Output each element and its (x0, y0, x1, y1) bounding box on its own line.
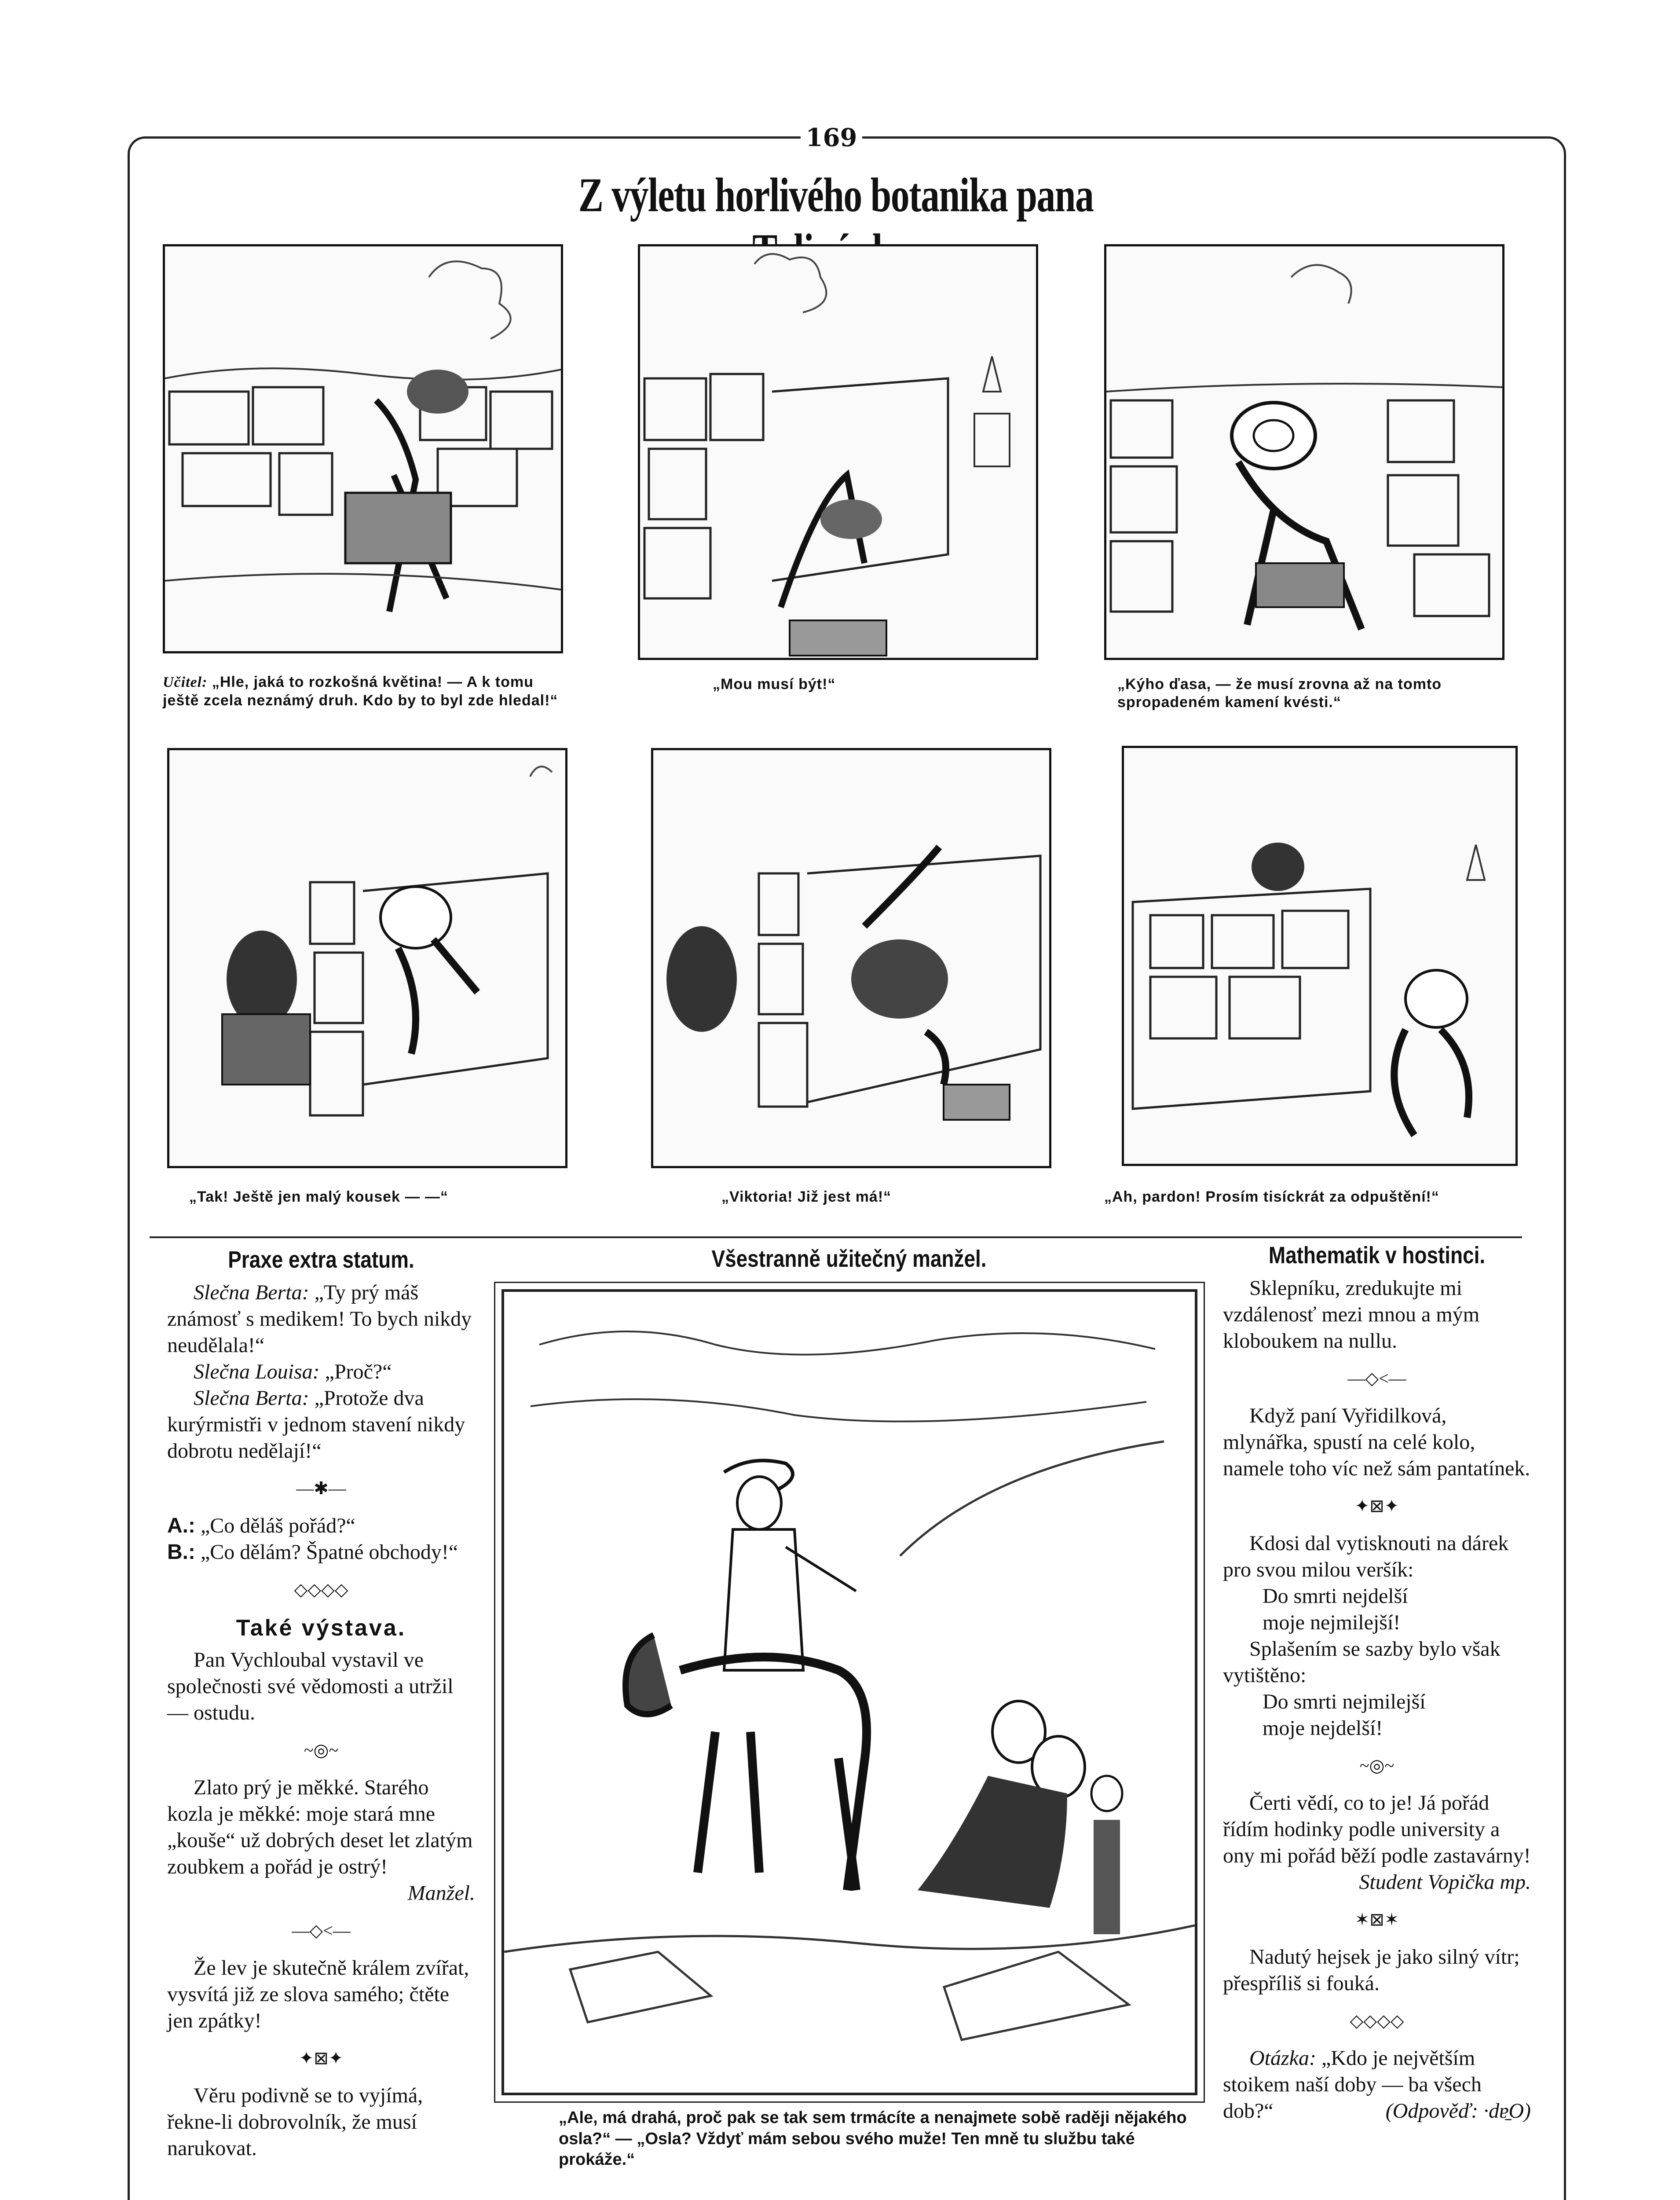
right-p4: Splašením se sazby bylo však vytištěno: (1223, 1637, 1501, 1687)
question-answer: (Odpověď: ·dɐ̱O) (1385, 2099, 1531, 2123)
center-heading: Všestranně užitečný manžel. (711, 1246, 987, 1272)
panel-illustration (1106, 246, 1502, 658)
right-p2: Když paní Vyřidilková, mlynářka, spustí na celé kolo, namele toho víc než sám pantatínek. (1223, 1404, 1530, 1480)
verse-line: Do smrti nejdelší (1263, 1584, 1408, 1608)
ornament: ◇◇◇◇ (294, 1579, 348, 1599)
ornament: —◇<— (1347, 1368, 1406, 1388)
left-heading: Praxe extra statum. (228, 1247, 414, 1273)
left-column (167, 1245, 475, 2162)
question-lead: Otázka: (1249, 2046, 1316, 2070)
panel-caption-2 (713, 675, 977, 693)
caption-text: „Mou musí být!“ (713, 676, 836, 693)
veru-text: Věru podivně se to vyjímá, řekne-li dobrovolník, že musí narukovat. (167, 2083, 423, 2160)
ornament: ~◎~ (304, 1740, 339, 1760)
right-p1: Sklepníku, zredukujte mi vzdálenosť mezi mnou a mým kloboukem na nullu. (1223, 1276, 1480, 1353)
verse-line: moje nejdelší! (1263, 1716, 1383, 1740)
vystava-heading: Také výstava. (236, 1615, 406, 1641)
ornament: —◇<— (292, 1920, 351, 1940)
ornament: ~◎~ (1359, 1755, 1395, 1775)
verse-2 (1223, 1689, 1531, 1742)
caption-text: „Hle, jaká to rozkošná květina! — A k tomu ještě zcela neznámý druh. Kdo by to byl zde hledal!“ (163, 674, 558, 709)
lev-text: Že lev je skutečně králem zvířat, vysvítá již ze slova samého; čtěte jen zpátky! (167, 1956, 469, 2032)
panel-caption-5 (721, 1188, 985, 1206)
right-p5: Čerti vědí, co to je! Já pořád řídím hodinky podle university a ony mi pořád běží podle zastavárny! (1223, 1791, 1531, 1867)
verse-line: Do smrti nejmilejší (1263, 1690, 1426, 1713)
page-title: Z výletu horlivého botanika pana (578, 168, 1094, 222)
right-heading: Mathematik v hostinci. (1268, 1242, 1486, 1269)
ornament: ✶⊠✶ (1354, 1909, 1399, 1929)
panel-caption-1 (163, 673, 567, 710)
right-p3: Kdosi dal vytisknouti na dárek pro svou milou veršík: (1223, 1531, 1509, 1581)
caption-text: „Ah, pardon! Prosím tisíckrát za odpuštění!“ (1104, 1188, 1439, 1205)
speaker: B.: (167, 1540, 195, 1564)
ab-line-1 (167, 1513, 475, 1539)
caption-speaker: Učitel: (163, 674, 208, 690)
panel-caption-4 (189, 1188, 541, 1206)
comic-panel-5 (651, 748, 1051, 1168)
student-signature: Student Vopička mp. (1359, 1870, 1531, 1894)
ornament: —✱— (296, 1478, 346, 1498)
panel-illustration (653, 750, 1049, 1166)
engraving-caption: „Ale, má drahá, proč pak se tak sem trmácíte a nenajmete sobě raději nějakého osla?“ — „Osla? Vždyť mám sebou svého muže! Ten mně tu službu také prokáže.“ (559, 2108, 1187, 2169)
speaker: A.: (167, 1514, 195, 1537)
zlato-text: Zlato prý je měkké. Starého kozla je měkké: moje stará mne „kouše“ už dobrých deset let zlatým zoubkem a pořád je ostrý! (167, 1775, 473, 1878)
panel-caption-6 (1104, 1188, 1544, 1206)
dialog-line-2 (167, 1359, 475, 1385)
ornament: ✦⊠✦ (1354, 1496, 1399, 1516)
panel-illustration (1124, 748, 1515, 1164)
dialog-text: „Protože dva kurýrmistři v jednom stavení nikdy dobrotu nedělají!“ (167, 1386, 465, 1463)
right-column (1223, 1241, 1531, 2124)
panel-caption-3 (1117, 675, 1526, 711)
comic-panel-2 (638, 244, 1038, 660)
donkey-rider-illustration (504, 1292, 1195, 2093)
caption-text: „Tak! Ještě jen malý kousek — —“ (189, 1188, 448, 1205)
comic-panel-6 (1122, 746, 1518, 1166)
comic-panel-4 (167, 748, 567, 1168)
right-p6: Nadutý hejsek je jako silný vítr; přespříliš si fouká. (1223, 1945, 1520, 1995)
panel-illustration (640, 246, 1036, 658)
dialog-text: „Ty prý máš známosť s medikem! To bych nikdy neudělala!“ (167, 1280, 472, 1357)
engraving-illustration (501, 1289, 1197, 2095)
ab-line-2 (167, 1539, 475, 1566)
panel-illustration (169, 750, 565, 1166)
vystava-text: Pan Vychloubal vystavil ve společnosti své vědomosti a utržil — ostudu. (167, 1648, 454, 1724)
page-number: 169 (801, 123, 862, 152)
dialog-line-1 (167, 1280, 475, 1359)
verse-1 (1223, 1583, 1531, 1636)
question-text: „Kdo je největším stoikem naší doby — ba všech dob?“ (1223, 2046, 1482, 2123)
verse-line: moje nejmilejší! (1263, 1610, 1401, 1634)
zlato-signature: Manžel. (407, 1881, 475, 1905)
speaker: Slečna Berta: (194, 1386, 309, 1410)
speaker: Slečna Louisa: (194, 1360, 320, 1383)
ornament: ◇◇◇◇ (1350, 2010, 1404, 2031)
comic-panel-3 (1104, 244, 1504, 660)
dialog-text: „Co děláš pořád?“ (200, 1514, 355, 1537)
dialog-line-3 (167, 1385, 475, 1464)
dialog-text: „Co dělám? Špatné obchody!“ (200, 1540, 458, 1564)
caption-text: „Kýho ďasa, — že musí zrovna až na tomto spropadeném kamení kvésti.“ (1117, 676, 1442, 711)
dialog-text: „Proč?“ (325, 1360, 392, 1383)
comic-panel-1 (163, 244, 563, 653)
speaker: Slečna Berta: (194, 1280, 309, 1304)
caption-text: „Viktoria! Již jest má!“ (721, 1188, 892, 1205)
ornament: ✦⊠✦ (299, 2048, 344, 2068)
section-divider (150, 1236, 1522, 1238)
panel-illustration (165, 246, 561, 651)
question (1223, 2045, 1531, 2124)
